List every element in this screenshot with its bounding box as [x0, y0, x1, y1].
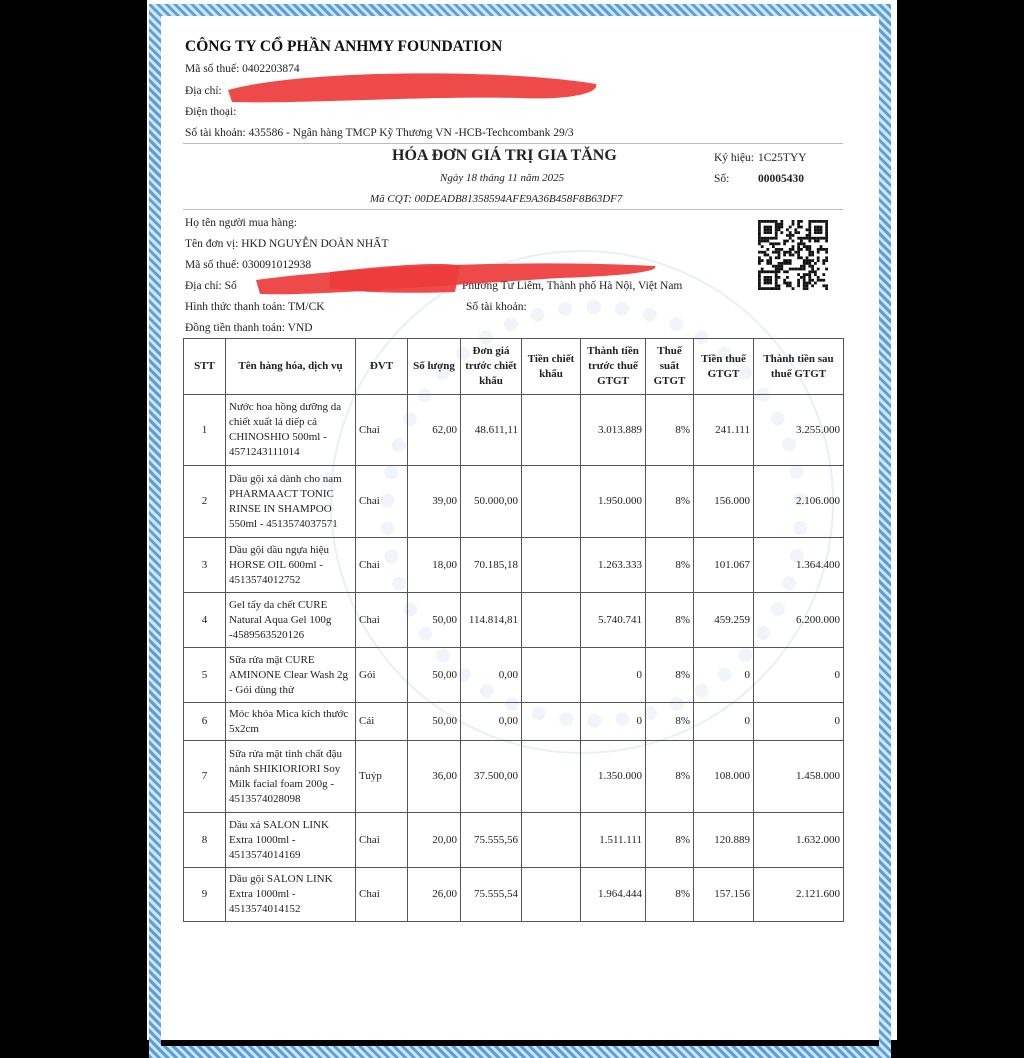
table-row — [184, 703, 844, 741]
cqt-code: Mã CQT: 00DEADB81358594AFE9A36B458F8B63DF7 — [370, 193, 623, 205]
table-cell: 2.106.000 — [754, 466, 844, 538]
table-cell: 50,00 — [408, 648, 461, 703]
table-row — [184, 813, 844, 868]
table-row — [184, 648, 844, 703]
table-cell: 3 — [184, 538, 226, 593]
seller-company: CÔNG TY CỔ PHẦN ANHMY FOUNDATION — [185, 38, 503, 55]
table-cell: 50.000,00 — [461, 466, 522, 538]
items-table — [183, 338, 844, 922]
column-header: Thành tiền trước thuế GTGT — [581, 339, 646, 395]
table-cell: Cái — [356, 703, 408, 741]
table-cell: 8 — [184, 813, 226, 868]
table-cell: 3.255.000 — [754, 395, 844, 466]
table-cell: 1.364.400 — [754, 538, 844, 593]
number-label: Số: — [714, 173, 730, 185]
table-cell: Gel tẩy da chết CURE Natural Aqua Gel 100g -4589563520126 — [226, 593, 356, 648]
table-cell: 0 — [694, 703, 754, 741]
buyer-unit: Tên đơn vị: HKD NGUYỄN DOÃN NHẤT — [185, 238, 389, 250]
table-cell: 8% — [646, 648, 694, 703]
table-cell: 0,00 — [461, 648, 522, 703]
table-cell: Chai — [356, 395, 408, 466]
seller-phone: Điện thoại: — [185, 106, 237, 118]
table-cell: Dầu gội SALON LINK Extra 1000ml - 4513574014152 — [226, 868, 356, 922]
seller-tax-code: Mã số thuế: 0402203874 — [185, 63, 300, 75]
table-cell: 2 — [184, 466, 226, 538]
table-cell: Dầu gội dầu ngựa hiệu HORSE OIL 600ml - 4513574012752 — [226, 538, 356, 593]
table-row — [184, 741, 844, 813]
table-cell: 114.814,81 — [461, 593, 522, 648]
table-cell: 4 — [184, 593, 226, 648]
table-cell — [522, 868, 581, 922]
table-cell: Móc khóa Mica kích thước 5x2cm — [226, 703, 356, 741]
table-row — [184, 868, 844, 922]
table-cell: 7 — [184, 741, 226, 813]
redaction-marks — [0, 0, 1024, 320]
table-cell: 8% — [646, 538, 694, 593]
table-cell: 6 — [184, 703, 226, 741]
table-cell — [522, 593, 581, 648]
table-cell: Chai — [356, 538, 408, 593]
table-cell: 50,00 — [408, 703, 461, 741]
table-cell: Chai — [356, 593, 408, 648]
table-cell: 5.740.741 — [581, 593, 646, 648]
table-cell: 1.263.333 — [581, 538, 646, 593]
table-cell: 39,00 — [408, 466, 461, 538]
buyer-address-tail: Phường Tư Liêm, Thành phố Hà Nội, Việt Nam — [462, 280, 683, 292]
table-cell: 108.000 — [694, 741, 754, 813]
table-cell: 8% — [646, 593, 694, 648]
table-cell: 2.121.600 — [754, 868, 844, 922]
table-cell — [522, 466, 581, 538]
table-row — [184, 593, 844, 648]
table-cell: 459.259 — [694, 593, 754, 648]
column-header: ĐVT — [356, 339, 408, 395]
table-cell: 3.013.889 — [581, 395, 646, 466]
table-cell: 0 — [694, 648, 754, 703]
column-header: Số lượng — [408, 339, 461, 395]
table-cell: 9 — [184, 868, 226, 922]
payment-method: Hình thức thanh toán: TM/CK — [185, 301, 325, 313]
table-cell: 1.511.111 — [581, 813, 646, 868]
table-cell: 1.964.444 — [581, 868, 646, 922]
column-header: Thành tiền sau thuế GTGT — [754, 339, 844, 395]
table-row — [184, 538, 844, 593]
table-cell: 156.000 — [694, 466, 754, 538]
table-row — [184, 395, 844, 466]
table-cell: 1.350.000 — [581, 741, 646, 813]
table-cell: Gói — [356, 648, 408, 703]
table-cell: 6.200.000 — [754, 593, 844, 648]
table-cell: 26,00 — [408, 868, 461, 922]
table-cell — [522, 741, 581, 813]
table-cell: 1 — [184, 395, 226, 466]
table-cell: 37.500,00 — [461, 741, 522, 813]
column-header: Tên hàng hóa, dịch vụ — [226, 339, 356, 395]
table-cell: 5 — [184, 648, 226, 703]
table-cell — [522, 648, 581, 703]
table-cell: 8% — [646, 395, 694, 466]
column-header: Đơn giá trước chiết khấu — [461, 339, 522, 395]
table-cell: 8% — [646, 466, 694, 538]
table-cell: 0 — [581, 648, 646, 703]
column-header: STT — [184, 339, 226, 395]
table-cell: Nước hoa hồng dưỡng da chiết xuất lá diếp cá CHINOSHIO 500ml - 4571243111014 — [226, 395, 356, 466]
seller-address: Địa chỉ: — [185, 85, 222, 97]
table-cell: 101.067 — [694, 538, 754, 593]
buyer-tax-code: Mã số thuế: 030091012938 — [185, 259, 312, 271]
symbol-label: Ký hiệu: — [714, 152, 754, 164]
buyer-account: Số tài khoản: — [466, 301, 527, 313]
table-cell: Sữa rửa mặt tinh chất đậu nành SHIKIORIORI Soy Milk facial foam 200g - 4513574028098 — [226, 741, 356, 813]
table-cell: 120.889 — [694, 813, 754, 868]
currency: Đồng tiền thanh toán: VND — [185, 322, 313, 334]
table-cell: 75.555,56 — [461, 813, 522, 868]
table-cell: 0 — [754, 703, 844, 741]
invoice-title: HÓA ĐƠN GIÁ TRỊ GIA TĂNG — [392, 147, 617, 164]
table-cell: Dầu gội xả dành cho nam PHARMAACT TONIC RINSE IN SHAMPOO 550ml - 4513574037571 — [226, 466, 356, 538]
qr-code — [758, 220, 828, 290]
table-cell: 1.458.000 — [754, 741, 844, 813]
table-cell — [522, 813, 581, 868]
table-cell — [522, 395, 581, 466]
seller-account: Số tài khoản: 435586 - Ngân hàng TMCP Kỹ Thương VN -HCB-Techcombank 29/3 — [185, 127, 574, 139]
table-cell: Sữa rửa mặt CURE AMINONE Clear Wash 2g - Gói dùng thử — [226, 648, 356, 703]
symbol-value: 1C25TYY — [758, 152, 807, 164]
table-cell: Chai — [356, 868, 408, 922]
column-header: Tiền chiết khấu — [522, 339, 581, 395]
table-cell — [522, 703, 581, 741]
table-cell: 48.611,11 — [461, 395, 522, 466]
table-cell: 20,00 — [408, 813, 461, 868]
table-cell: 62,00 — [408, 395, 461, 466]
table-cell: 8% — [646, 868, 694, 922]
table-cell: 50,00 — [408, 593, 461, 648]
column-header: Tiền thuế GTGT — [694, 339, 754, 395]
table-cell: 8% — [646, 813, 694, 868]
table-cell: 36,00 — [408, 741, 461, 813]
table-cell: Dầu xả SALON LINK Extra 1000ml - 4513574014169 — [226, 813, 356, 868]
table-cell: 0 — [754, 648, 844, 703]
table-row — [184, 466, 844, 538]
table-cell: 1.950.000 — [581, 466, 646, 538]
table-cell: Chai — [356, 813, 408, 868]
invoice-date: Ngày 18 tháng 11 năm 2025 — [440, 172, 565, 184]
table-cell: Tuýp — [356, 741, 408, 813]
table-cell: Chai — [356, 466, 408, 538]
table-cell: 0 — [581, 703, 646, 741]
number-value: 00005430 — [758, 173, 804, 185]
table-cell: 0,00 — [461, 703, 522, 741]
table-cell: 241.111 — [694, 395, 754, 466]
table-cell: 157.156 — [694, 868, 754, 922]
table-cell: 75.555,54 — [461, 868, 522, 922]
table-cell: 8% — [646, 703, 694, 741]
buyer-address: Địa chỉ: Số — [185, 280, 237, 292]
table-cell: 1.632.000 — [754, 813, 844, 868]
table-cell: 18,00 — [408, 538, 461, 593]
table-cell — [522, 538, 581, 593]
table-cell: 8% — [646, 741, 694, 813]
buyer-name: Họ tên người mua hàng: — [185, 217, 297, 229]
table-cell: 70.185,18 — [461, 538, 522, 593]
column-header: Thuế suất GTGT — [646, 339, 694, 395]
